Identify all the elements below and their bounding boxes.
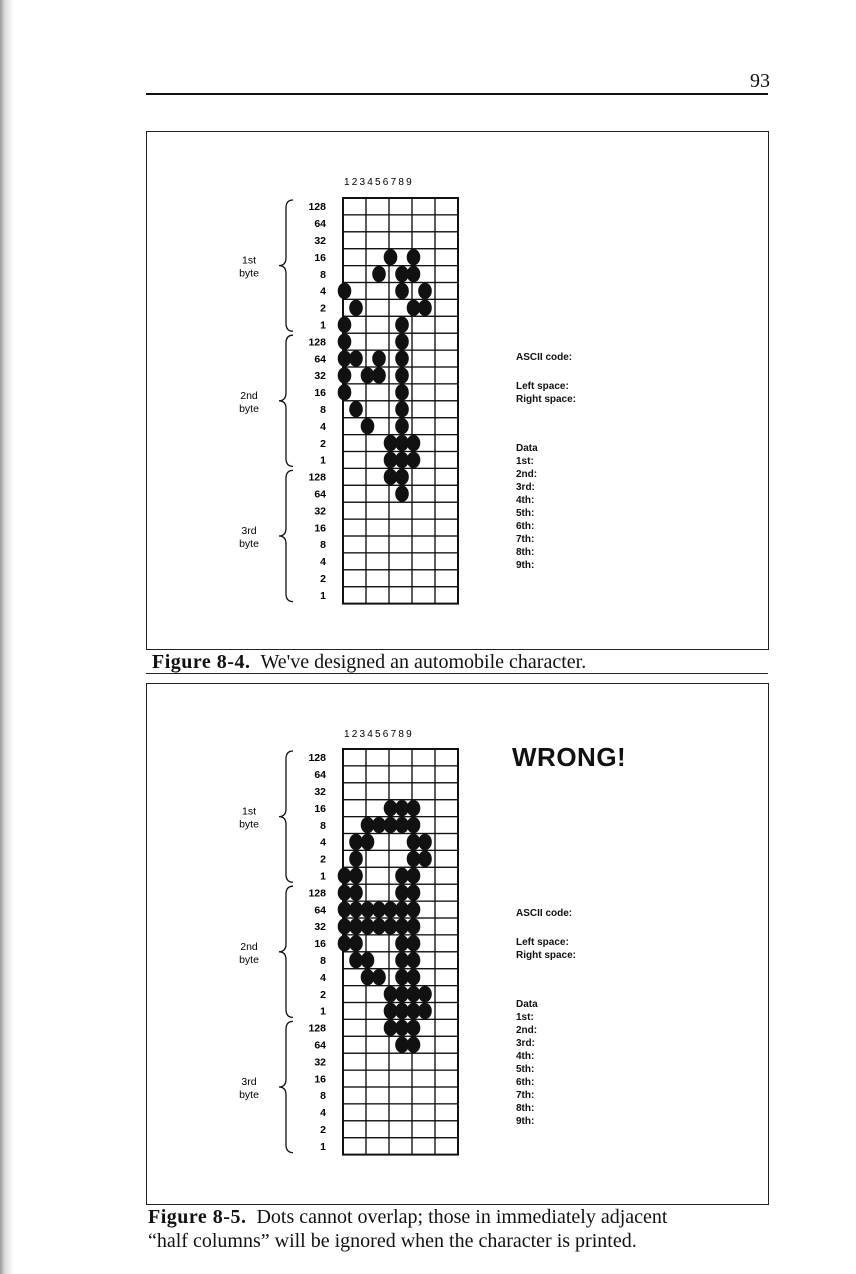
fig5-grid-cell bbox=[366, 1138, 389, 1155]
fig5-grid-cell bbox=[366, 783, 389, 800]
fig5-dot bbox=[407, 918, 421, 934]
fig5-grid-cell bbox=[366, 1121, 389, 1138]
fig5-row-value: 64 bbox=[314, 1039, 326, 1052]
fig5-grid-cell bbox=[412, 749, 435, 766]
data-row-9th: 9th: bbox=[516, 560, 535, 571]
fig5-grid-cell bbox=[435, 1104, 458, 1121]
fig5-grid-cell bbox=[435, 749, 458, 766]
fig5-grid-cell bbox=[389, 783, 412, 800]
fig5-byte-label: byte bbox=[239, 953, 259, 966]
left-space-label: Left space: bbox=[516, 937, 569, 948]
fig5-byte-label: byte bbox=[239, 818, 259, 831]
fig4-byte-label: 2nd bbox=[240, 389, 258, 402]
fig5-grid-cell bbox=[412, 1087, 435, 1104]
fig5-dot bbox=[407, 868, 421, 884]
fig4-row-value: 32 bbox=[314, 505, 326, 518]
fig5-row-value: 4 bbox=[320, 971, 326, 984]
fig5-grid-cell bbox=[366, 1104, 389, 1121]
fig5-grid-cell bbox=[366, 935, 389, 952]
fig5-column-header: 123456789 bbox=[344, 729, 414, 740]
wrong-annotation: WRONG! bbox=[512, 742, 627, 772]
fig4-row-value: 2 bbox=[320, 572, 326, 585]
data-row-3rd: 3rd: bbox=[516, 1038, 535, 1049]
fig5-row-value: 1 bbox=[320, 870, 326, 883]
fig4-row-value: 8 bbox=[320, 268, 326, 281]
fig4-row-value: 8 bbox=[320, 403, 326, 416]
fig5-grid-cell bbox=[435, 986, 458, 1003]
fig5-grid-cell bbox=[366, 1053, 389, 1070]
fig5-row-value: 16 bbox=[314, 1073, 326, 1086]
fig5-grid-cell bbox=[435, 1138, 458, 1155]
fig4-row-value: 2 bbox=[320, 302, 326, 315]
right-space-label: Right space: bbox=[516, 950, 577, 961]
fig5-dot bbox=[407, 901, 421, 917]
fig5-byte-label: 2nd bbox=[240, 940, 258, 953]
data-row-6th: 6th: bbox=[516, 1077, 535, 1088]
fig5-grid-cell bbox=[343, 986, 366, 1003]
left-space-label: Left space: bbox=[516, 381, 569, 392]
fig5-row-value: 64 bbox=[314, 904, 326, 917]
fig5-grid-cell bbox=[389, 1053, 412, 1070]
fig5-row-value: 128 bbox=[308, 1022, 326, 1035]
fig5-row-value: 16 bbox=[314, 938, 326, 951]
figure-8-5-line2: “half columns” will be ignored when the character is printed. bbox=[148, 1230, 637, 1252]
fig5-dot bbox=[361, 952, 375, 968]
fig5-grid-cell bbox=[343, 1087, 366, 1104]
fig5-dot bbox=[407, 952, 421, 968]
data-row-8th: 8th: bbox=[516, 547, 535, 558]
fig4-row-value: 16 bbox=[314, 522, 326, 535]
fig5-dot bbox=[407, 969, 421, 985]
fig5-grid-cell bbox=[435, 1070, 458, 1087]
fig5-grid-cell bbox=[435, 1087, 458, 1104]
fig5-row-value: 128 bbox=[308, 752, 326, 765]
fig5-grid-cell bbox=[435, 918, 458, 935]
fig5-grid-cell bbox=[343, 1019, 366, 1036]
fig5-grid-cell bbox=[435, 884, 458, 901]
fig5-dot bbox=[418, 834, 432, 850]
fig5-row-value: 4 bbox=[320, 1107, 326, 1120]
fig5-dot bbox=[418, 1003, 432, 1019]
data-row-8th: 8th: bbox=[516, 1103, 535, 1114]
fig5-dot bbox=[418, 851, 432, 867]
fig5-dot bbox=[349, 868, 363, 884]
fig5-dot bbox=[372, 969, 386, 985]
fig5-grid-cell bbox=[366, 1087, 389, 1104]
data-label: Data bbox=[516, 443, 538, 454]
figure-8-4-label: Figure 8-4. bbox=[152, 651, 251, 673]
data-row-5th: 5th: bbox=[516, 1064, 535, 1075]
fig4-row-value: 32 bbox=[314, 370, 326, 383]
fig5-grid-cell bbox=[366, 850, 389, 867]
fig5-byte-label: 1st bbox=[241, 805, 257, 818]
fig5-grid-cell bbox=[343, 766, 366, 783]
fig4-row-value: 64 bbox=[314, 218, 326, 231]
fig5-grid-cell bbox=[343, 1104, 366, 1121]
fig4-row-value: 2 bbox=[320, 437, 326, 450]
fig5-byte-label: 3rd bbox=[241, 1076, 257, 1088]
fig4-row-value: 128 bbox=[308, 201, 326, 214]
fig4-row-value: 1 bbox=[320, 589, 326, 602]
fig5-grid-cell bbox=[343, 1003, 366, 1020]
fig4-row-value: 64 bbox=[314, 353, 326, 366]
fig5-grid-cell bbox=[435, 867, 458, 884]
data-row-3rd: 3rd: bbox=[516, 482, 535, 493]
fig4-row-value: 16 bbox=[314, 387, 326, 400]
fig4-row-value: 32 bbox=[314, 234, 326, 247]
fig5-row-value: 16 bbox=[314, 802, 326, 815]
fig5-grid-cell bbox=[412, 1138, 435, 1155]
fig5-grid-cell bbox=[435, 1019, 458, 1036]
fig4-row-value: 128 bbox=[308, 471, 326, 484]
fig5-grid-cell bbox=[435, 1036, 458, 1053]
data-label: Data bbox=[516, 999, 538, 1010]
figure-8-5-data-form bbox=[516, 907, 576, 1128]
fig5-row-value: 32 bbox=[314, 785, 326, 798]
fig5-dot bbox=[407, 1020, 421, 1036]
fig5-grid-cell bbox=[343, 800, 366, 817]
fig5-dot bbox=[407, 884, 421, 900]
fig5-grid-cell bbox=[343, 1053, 366, 1070]
fig5-row-value: 8 bbox=[320, 1090, 326, 1103]
fig5-byte-brace bbox=[279, 751, 293, 882]
fig4-byte-label: byte bbox=[239, 267, 259, 280]
fig5-row-value: 2 bbox=[320, 1123, 326, 1136]
fig4-row-value: 8 bbox=[320, 539, 326, 552]
fig5-grid-cell bbox=[366, 749, 389, 766]
fig5-grid-cell bbox=[389, 1070, 412, 1087]
fig4-row-value: 4 bbox=[320, 556, 326, 569]
fig5-grid-cell bbox=[435, 850, 458, 867]
fig5-grid-cell bbox=[435, 901, 458, 918]
fig5-grid-cell bbox=[343, 749, 366, 766]
fig5-byte-label: byte bbox=[239, 1089, 259, 1101]
fig5-grid-cell bbox=[435, 817, 458, 834]
fig4-byte-label: byte bbox=[239, 538, 259, 550]
fig5-row-value: 32 bbox=[314, 1056, 326, 1069]
data-row-7th: 7th: bbox=[516, 534, 535, 545]
fig5-grid-cell bbox=[412, 1053, 435, 1070]
fig5-dot bbox=[418, 986, 432, 1002]
fig5-row-value: 4 bbox=[320, 836, 326, 849]
data-row-5th: 5th: bbox=[516, 508, 535, 519]
fig5-dot bbox=[407, 817, 421, 833]
fig5-dot bbox=[349, 884, 363, 900]
fig4-row-value: 128 bbox=[308, 336, 326, 349]
fig5-row-value: 64 bbox=[314, 769, 326, 782]
fig5-grid-cell bbox=[366, 1036, 389, 1053]
fig5-grid-cell bbox=[389, 1138, 412, 1155]
fig5-grid-cell bbox=[389, 766, 412, 783]
fig5-grid-cell bbox=[389, 1087, 412, 1104]
fig5-grid-cell bbox=[412, 1070, 435, 1087]
fig5-grid-cell bbox=[435, 1121, 458, 1138]
fig5-byte-brace bbox=[279, 886, 293, 1017]
fig5-row-value: 32 bbox=[314, 921, 326, 934]
fig5-grid-cell bbox=[412, 783, 435, 800]
fig5-dot bbox=[407, 935, 421, 951]
fig4-row-value: 1 bbox=[320, 319, 326, 332]
data-row-2nd: 2nd: bbox=[516, 1025, 538, 1036]
fig5-grid-cell bbox=[366, 766, 389, 783]
fig5-grid-cell bbox=[435, 766, 458, 783]
fig5-dot bbox=[407, 800, 421, 816]
fig5-row-value: 2 bbox=[320, 853, 326, 866]
fig4-byte-label: 1st bbox=[241, 254, 257, 267]
fig5-grid-cell bbox=[435, 834, 458, 851]
figure-8-5-label: Figure 8-5. bbox=[148, 1206, 247, 1228]
fig5-grid-cell bbox=[343, 1138, 366, 1155]
fig5-grid-cell bbox=[435, 969, 458, 986]
fig5-grid-cell bbox=[435, 800, 458, 817]
data-row-9th: 9th: bbox=[516, 1116, 535, 1127]
right-space-label: Right space: bbox=[516, 394, 577, 405]
fig4-column-header: 123456789 bbox=[344, 177, 414, 188]
ascii-code-label: ASCII code: bbox=[516, 908, 573, 919]
fig5-dot bbox=[349, 935, 363, 951]
fig5-grid-cell bbox=[435, 1003, 458, 1020]
fig5-grid-cell bbox=[343, 1121, 366, 1138]
fig5-grid-cell bbox=[343, 1036, 366, 1053]
fig5-row-value: 8 bbox=[320, 819, 326, 832]
data-row-6th: 6th: bbox=[516, 521, 535, 532]
fig5-grid-cell bbox=[389, 1104, 412, 1121]
fig5-grid-cell bbox=[435, 935, 458, 952]
fig5-grid-cell bbox=[435, 952, 458, 969]
fig4-row-value: 64 bbox=[314, 488, 326, 501]
fig4-row-value: 1 bbox=[320, 454, 326, 467]
fig5-grid-cell bbox=[435, 1053, 458, 1070]
fig5-dot bbox=[361, 834, 375, 850]
fig5-grid-cell bbox=[366, 867, 389, 884]
figure-8-5-line1: Dots cannot overlap; those in immediately adjacent bbox=[256, 1206, 668, 1228]
fig5-dot bbox=[349, 851, 363, 867]
fig4-row-value: 4 bbox=[320, 285, 326, 298]
fig5-row-value: 8 bbox=[320, 954, 326, 967]
fig5-row-value: 1 bbox=[320, 1005, 326, 1018]
fig5-row-value: 128 bbox=[308, 887, 326, 900]
fig5-grid-cell bbox=[412, 766, 435, 783]
fig4-byte-label: 3rd bbox=[241, 525, 257, 537]
data-row-1st: 1st: bbox=[516, 456, 534, 467]
data-row-2nd: 2nd: bbox=[516, 469, 538, 480]
fig4-row-value: 4 bbox=[320, 420, 326, 433]
fig5-byte-brace bbox=[279, 1021, 293, 1152]
fig5-grid-cell bbox=[366, 884, 389, 901]
fig5-grid-cell bbox=[412, 1104, 435, 1121]
fig5-grid-cell bbox=[389, 749, 412, 766]
fig5-grid-cell bbox=[343, 783, 366, 800]
data-row-4th: 4th: bbox=[516, 1051, 535, 1062]
data-row-4th: 4th: bbox=[516, 495, 535, 506]
figure-8-5-caption bbox=[148, 1205, 667, 1253]
fig5-grid-cell bbox=[435, 783, 458, 800]
fig4-byte-label: byte bbox=[239, 402, 259, 415]
fig5-grid-cell bbox=[366, 1070, 389, 1087]
fig5-row-value: 2 bbox=[320, 988, 326, 1001]
data-row-1st: 1st: bbox=[516, 1012, 534, 1023]
fig5-dot bbox=[407, 1037, 421, 1053]
fig4-row-value: 16 bbox=[314, 251, 326, 264]
fig5-grid-cell bbox=[412, 1121, 435, 1138]
fig5-row-value: 1 bbox=[320, 1140, 326, 1153]
ascii-code-label: ASCII code: bbox=[516, 352, 573, 363]
fig5-grid-cell bbox=[389, 1121, 412, 1138]
data-row-7th: 7th: bbox=[516, 1090, 535, 1101]
figure-8-4-text: We've designed an automobile character. bbox=[260, 651, 587, 673]
page-number: 93 bbox=[750, 70, 770, 92]
fig5-grid-cell bbox=[343, 1070, 366, 1087]
